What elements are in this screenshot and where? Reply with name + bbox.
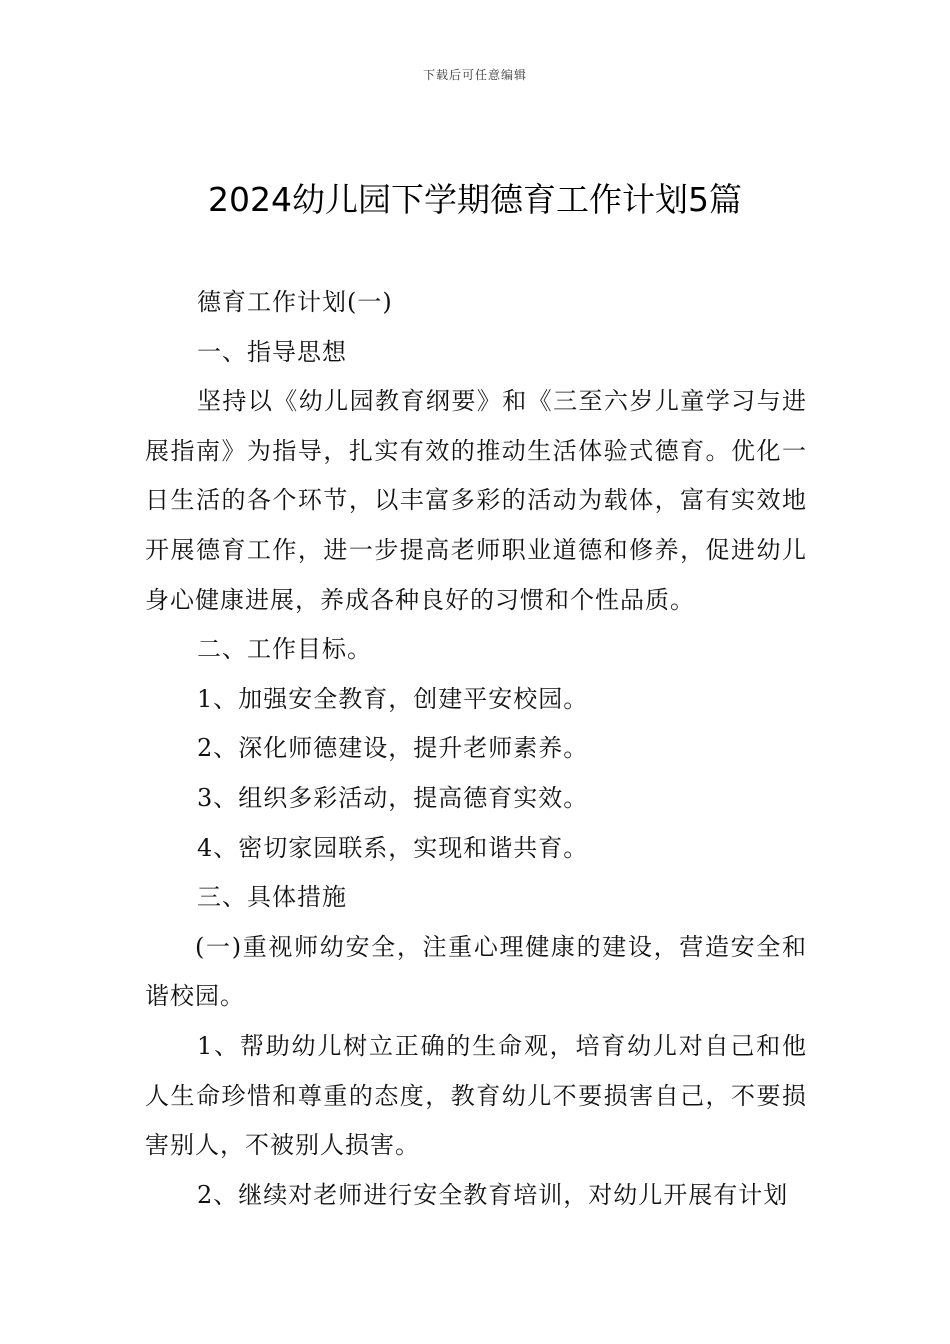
document-title: 2024幼儿园下学期德育工作计划5篇	[208, 180, 742, 219]
list-item: 2、深化师德建设，提升老师素养。	[197, 734, 589, 763]
section-heading: 德育工作计划(一)	[197, 288, 393, 316]
list-item: 4、密切家园联系，实现和谐共育。	[197, 833, 589, 862]
section-heading: 二、工作目标。	[197, 635, 372, 664]
header-note: 下载后可任意编辑	[422, 68, 527, 82]
list-item: 3、组织多彩活动，提高德育实效。	[197, 783, 589, 812]
body-paragraph: 1、帮助幼儿树立正确的生命观，培育幼儿对自己和他人生命珍惜和尊重的态度，教育幼儿不要损害自己，不要损害别人，不被别人损害。	[145, 1031, 807, 1160]
body-paragraph: 坚持以《幼儿园教育纲要》和《三至六岁儿童学习与进展指南》为指导，扎实有效的推动生活体验式德育。优化一日生活的各个环节，以丰富多彩的活动为载体，富有实效地开展德育工作，进一步提高老师职业道德和修养，促进幼儿身心健康进展，养成各种良好的习惯和个性品质。	[145, 387, 807, 614]
body-paragraph: (一)重视师幼安全，注重心理健康的建设，营造安全和谐校园。	[145, 932, 807, 1011]
body-paragraph: 2、继续对老师进行安全教育培训，对幼儿开展有计划	[197, 1180, 789, 1209]
document-body	[145, 278, 807, 1220]
section-heading: 三、具体措施	[197, 883, 347, 912]
section-heading: 一、指导思想	[197, 337, 347, 366]
list-item: 1、加强安全教育，创建平安校园。	[197, 684, 589, 713]
